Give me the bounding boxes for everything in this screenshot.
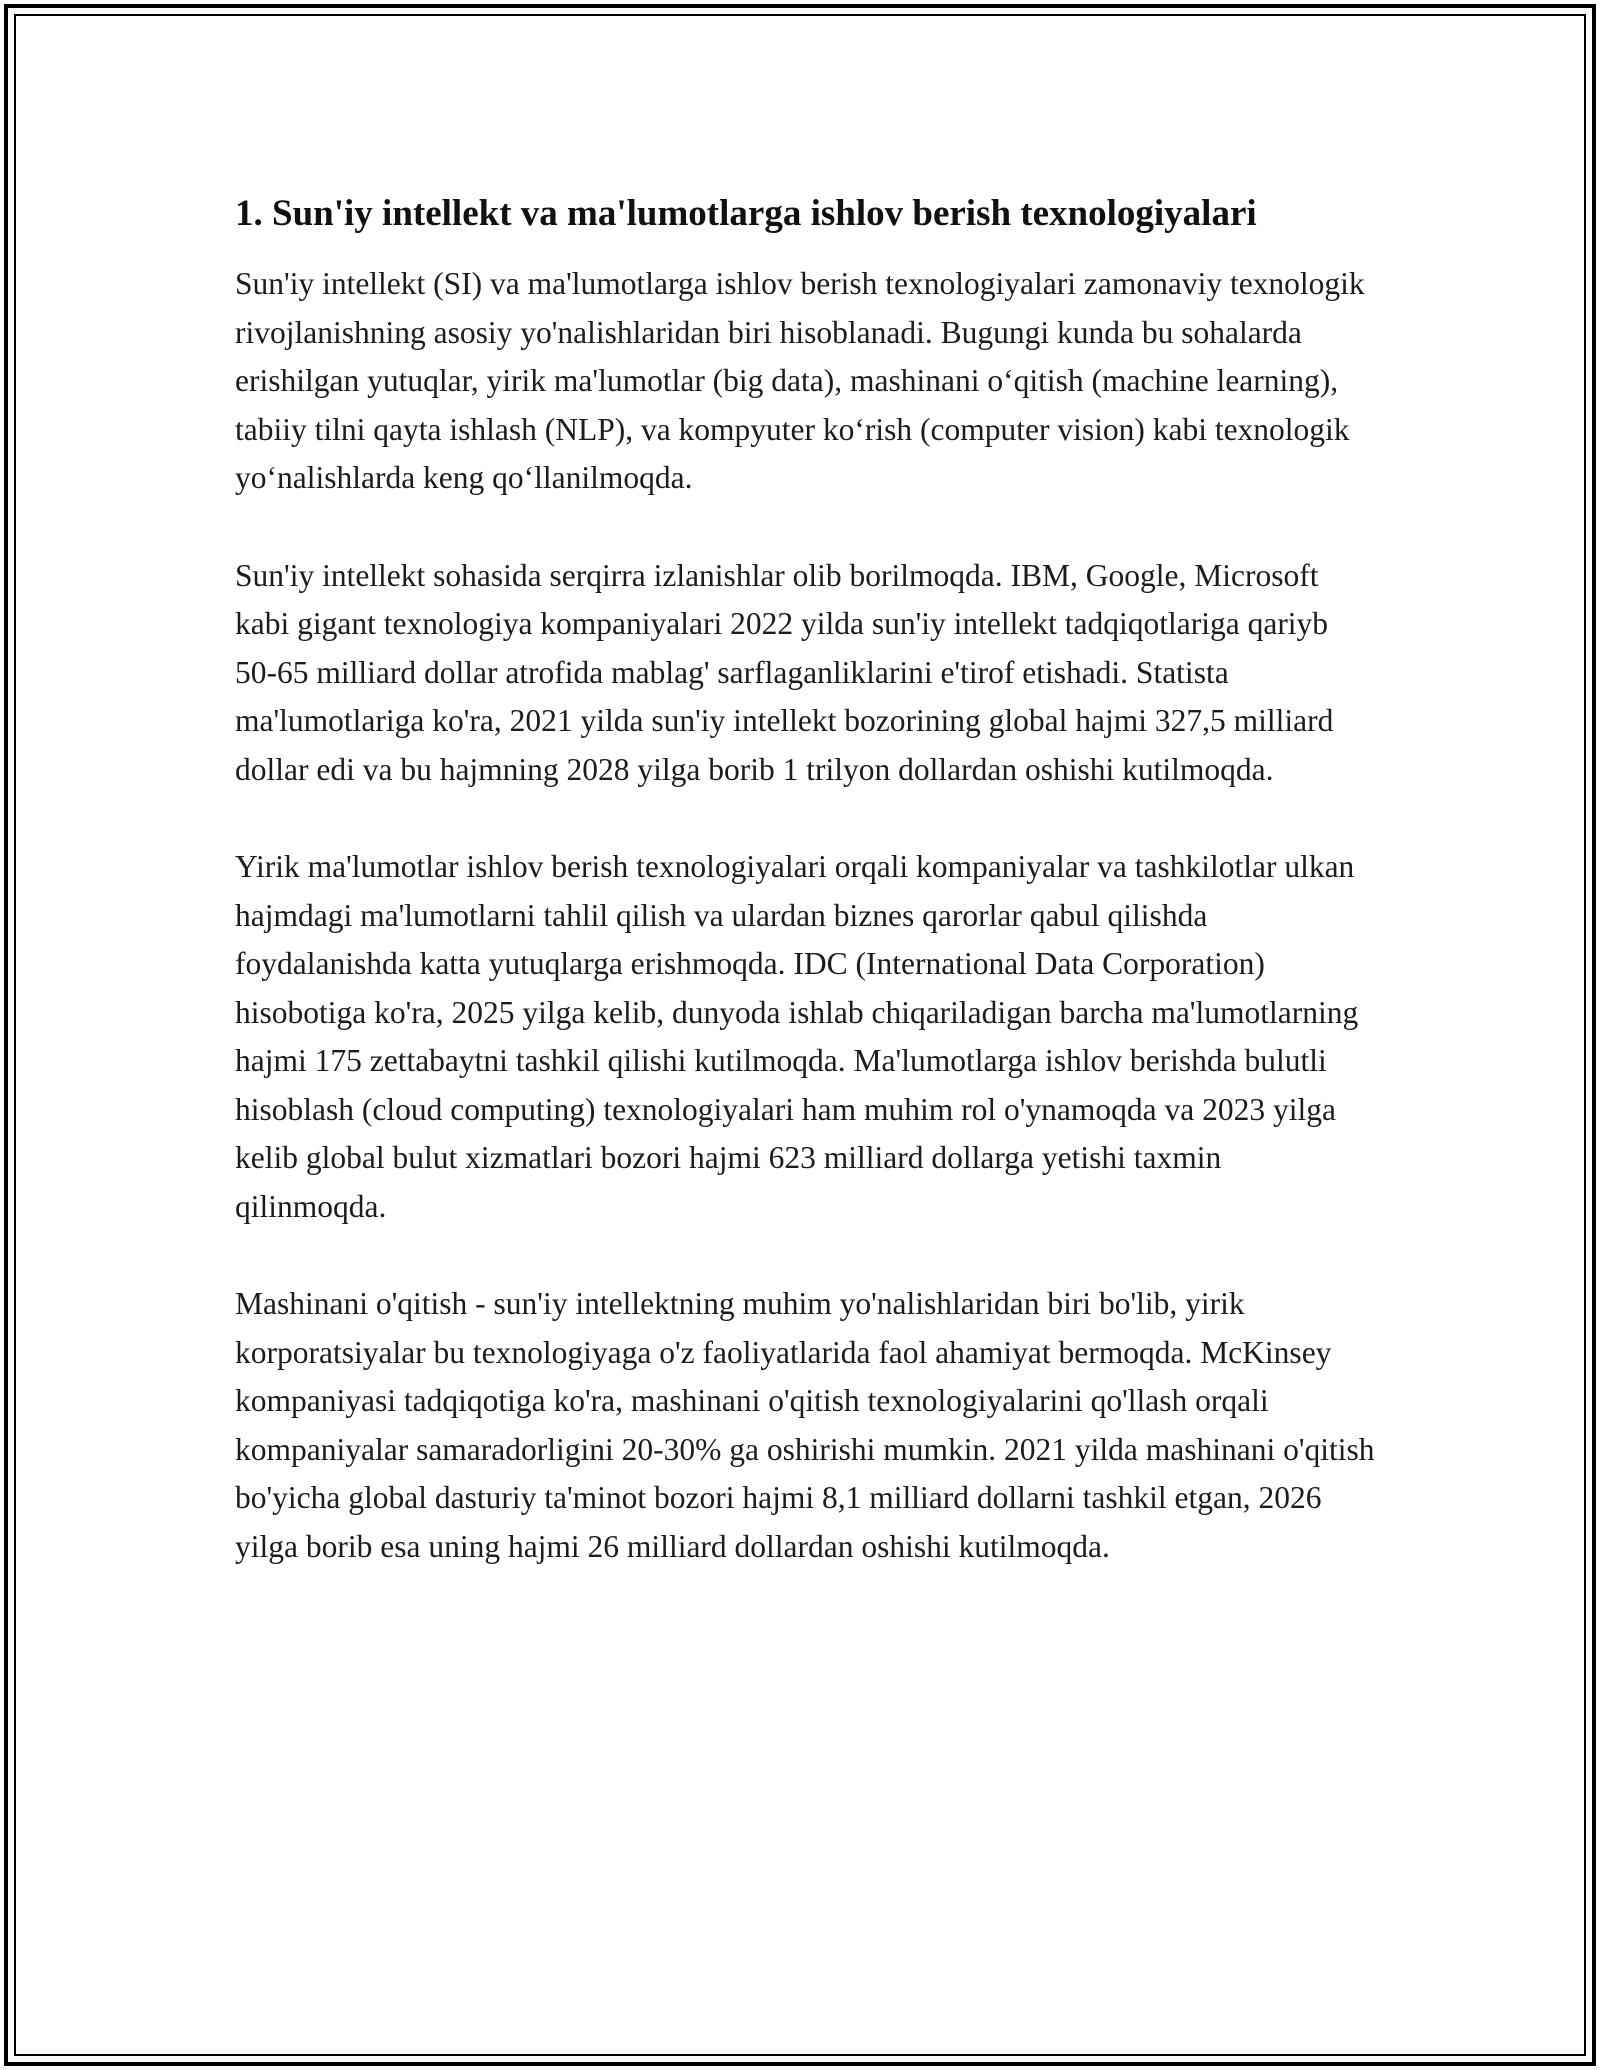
section-heading: 1. Sun'iy intellekt va ma'lumotlarga ishlov berish texnologiyalari [235,193,1257,234]
paragraph-1: Sun'iy intellekt (SI) va ma'lumotlarga ishlov berish texnologiyalari zamonaviy texnologik rivojlanishning asosiy yo'nalishlaridan biri hisoblanadi. Bugungi kunda bu sohalarda erishilgan yutuqlar, yirik ma'lumotlar (big data), mashinani o‘qitish (machine learning), tabiiy tilni qayta ishlash (NLP), va kompyuter ko‘rish (computer vision) kabi texnologik yo‘nalishlarda keng qo‘llanilmoqda. [235,266,1365,495]
document-body [235,186,1375,1620]
paragraph-4: Mashinani o'qitish - sun'iy intellektning muhim yo'nalishlaridan biri bo'lib, yirik korporatsiyalar bu texnologiyaga o'z faoliyatlarida faol ahamiyat bermoqda. McKinsey kompaniyasi tadqiqotiga ko'ra, mashinani o'qitish texnologiyalarini qo'llash orqali kompaniyalar samaradorligini 20-30% ga oshirishi mumkin. 2021 yilda mashinani o'qitish bo'yicha global dasturiy ta'minot bozori hajmi 8,1 milliard dollarni tashkil etgan, 2026 yilga borib esa uning hajmi 26 milliard dollardan oshishi kutilmoqda. [235,1286,1375,1564]
paragraph-2: Sun'iy intellekt sohasida serqirra izlanishlar olib borilmoqda. IBM, Google, Microsoft kabi gigant texnologiya kompaniyalari 2022 yilda sun'iy intellekt tadqiqotlariga qariyb 50-65 milliard dollar atrofida mablag' sarflaganliklarini e'tirof etishadi. Statista ma'lumotlariga ko'ra, 2021 yilda sun'iy intellekt bozorining global hajmi 327,5 milliard dollar edi va bu hajmning 2028 yilga borib 1 trilyon dollardan oshishi kutilmoqda. [235,557,1334,787]
paragraph-3: Yirik ma'lumotlar ishlov berish texnologiyalari orqali kompaniyalar va tashkilotlar ulkan hajmdagi ma'lumotlarni tahlil qilish va ulardan biznes qarorlar qabul qilishda foydalanishda katta yutuqlarga erishmoqda. IDC (International Data Corporation) hisobotiga ko'ra, 2025 yilga kelib, dunyoda ishlab chiqariladigan barcha ma'lumotlarning hajmi 175 zettabaytni tashkil qilishi kutilmoqda. Ma'lumotlarga ishlov berishda bulutli hisoblash (cloud computing) texnologiyalari ham muhim rol o'ynamoqda va 2023 yilga kelib global bulut xizmatlari bozori hajmi 623 milliard dollarga yetishi taxmin qilinmoqda. [235,849,1359,1224]
